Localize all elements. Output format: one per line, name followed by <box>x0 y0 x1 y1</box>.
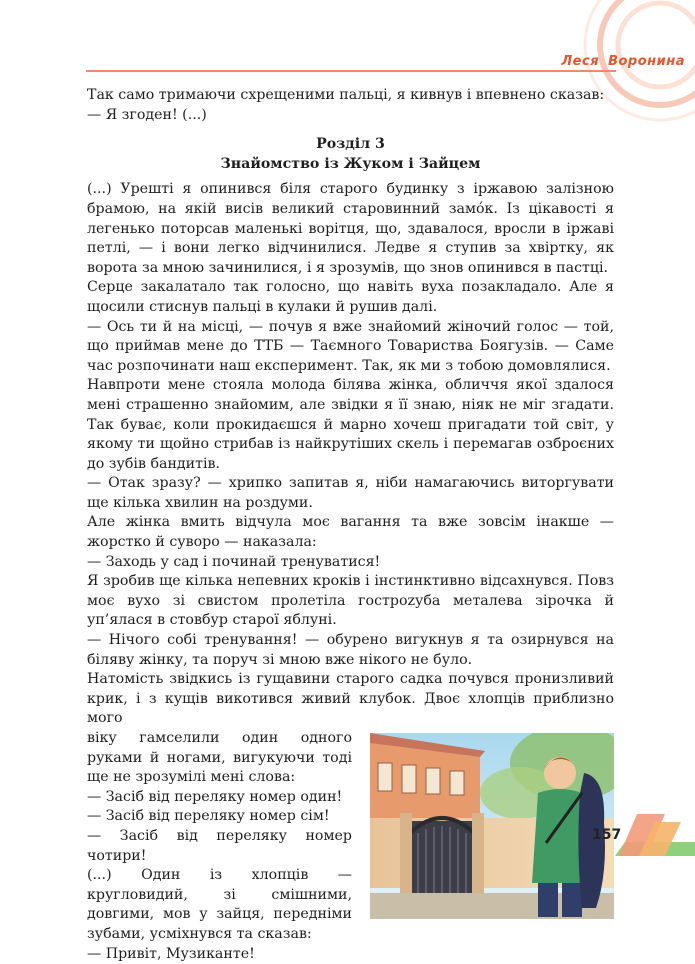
paragraph: Навпроти мене стояла молода білява жінка, обличчя якої здалося мені страшенно знайомим, але звідки я її знаю, ніяк не міг згадати. Так буває, коли прокидаєшся й марно хочеш пригадати той світ, у якому ти щойно стрибав із найкрутіших скель і перемагав озброєних до зубів бандитів. <box>87 377 614 472</box>
paragraph: — Засіб від переляку номер сім! <box>87 808 330 825</box>
page-number: 157 <box>592 827 622 843</box>
paragraph: — Я згоден! (...) <box>87 106 207 123</box>
paragraph: Так само тримаючи схрещеними пальці, я кивнув і впевнено сказав: <box>87 87 605 103</box>
paragraph: Натомість звідкись із гущавини старого садка почувся пронизливий крик, і з кущів викотився живий клубок. Двоє хлопців приблизно мого <box>87 671 614 727</box>
header-rule <box>86 70 616 72</box>
running-header-author: Леся Воронина <box>561 54 685 69</box>
paragraph: — Ось ти й на місці, — почув я вже знайомий жіночий голос — той, що приймав мене до ТТБ — Таємного Товариства Боягузів. — Саме час розпочинати наш експеримент. Так, як ми з тобою домовлялися. <box>87 318 614 374</box>
paragraph: — Засіб від переляку номер один! <box>87 788 343 805</box>
paragraph: Я зробив ще кілька непевних кроків і інстинктивно відсахнувся. Повз моє вухо зі свистом пролетіла гостроzуба металева зірочка й уп’ялася в стовбур старої яблуні. <box>87 573 614 629</box>
boy-at-gate-illustration <box>370 733 614 919</box>
paragraph: (...) Урешті я опинився біля старого будинку з іржавою залізною брамою, на якій висів великий старовинний замóк. Із цікавості я легенько поторсав маленькі ворітця, що, здавалося, вросли в іржаві петлі, — і вони легко відчинилися. Ледве я ступив за хвіртку, як ворота за мною зачинилися, і я зрозумів, що знов опинився в пастці. <box>87 181 614 276</box>
paragraph: — Привіт, Музиканте! <box>87 945 255 962</box>
paragraph: — Засіб від переляку номер чотири! <box>87 827 352 864</box>
paragraph: — Нічого собі тренування! — обурено вигукнув я та озирнувся на біляву жінку, та поруч зі мною вже нікого не було. <box>87 632 614 668</box>
paragraph: Серце закалатало так голосно, що навіть вуха позакладало. Але я щосили стиснув пальці в кулаки й рушив далі. <box>87 279 614 315</box>
chapter-title: Знайомство із Жуком і Зайцем <box>220 155 481 172</box>
paragraph: віку гамселили один одного руками й ногами, вигукуючи тоді ще не зрозумілі мені слова: <box>87 730 352 786</box>
illustrated-section <box>87 729 614 964</box>
paragraph: (...) Один із хлопців — кругловидий, зі смішними, довгими, мов у зайця, передніми зубами, усміхнувся та сказав: <box>87 867 352 942</box>
page-text <box>87 86 614 964</box>
paragraph: Але жінка вмить відчула моє вагання та вже зовсім інакше — жорстко й суворо — наказала: <box>87 514 614 551</box>
paragraph: — Заходь у сад і починай тренуватися! <box>87 553 381 570</box>
paragraph: — Отак зразу? — хрипко запитав я, ніби намагаючись виторгувати ще кілька хвилин на роздуми. <box>87 475 614 511</box>
chapter-number: Розділ 3 <box>316 136 385 153</box>
